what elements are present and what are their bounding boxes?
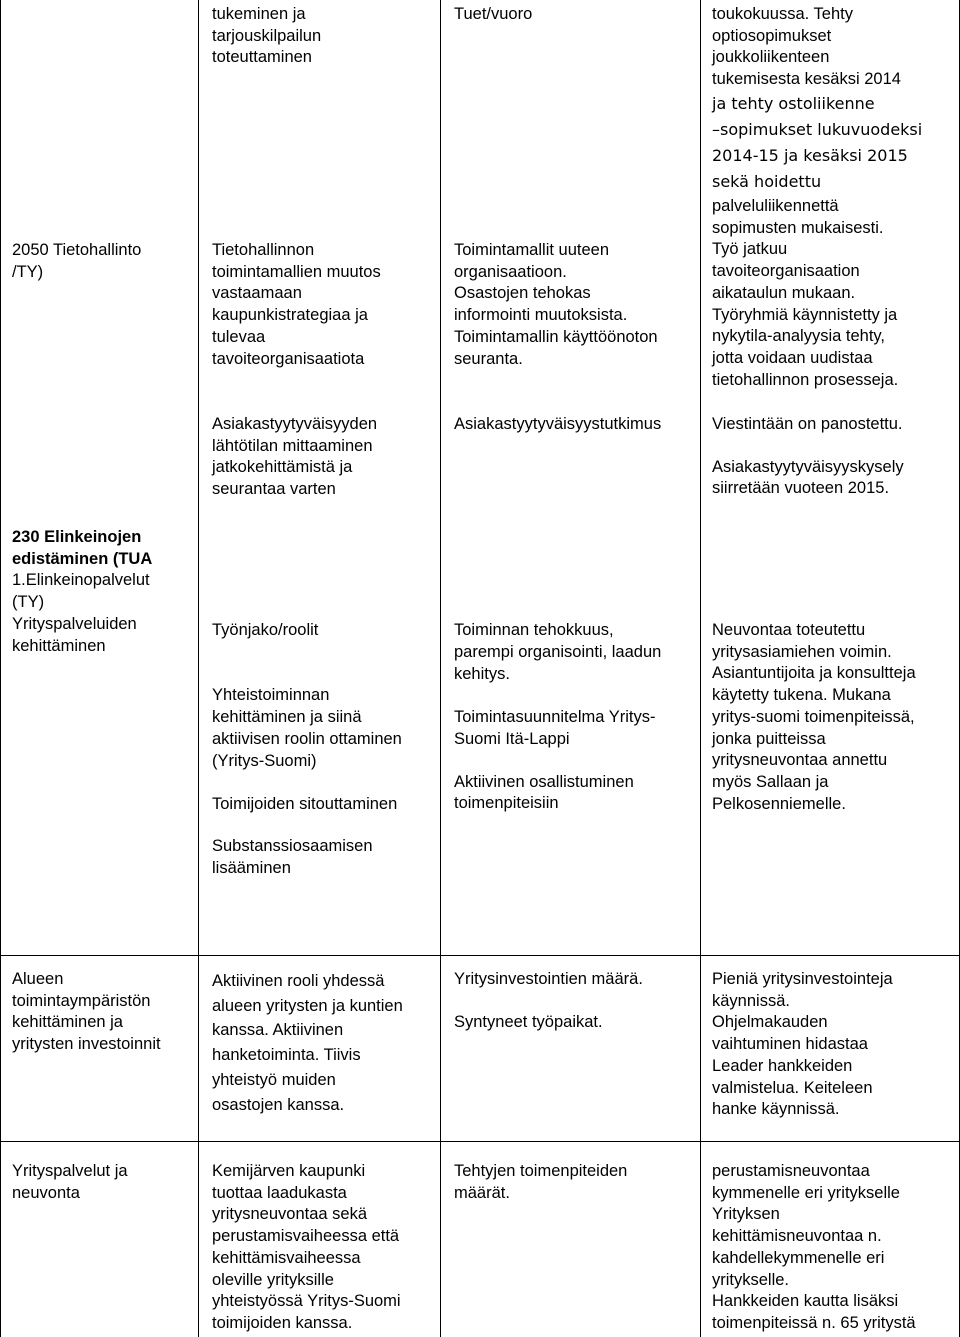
table-col-divider-2 [440, 0, 441, 1337]
r1-col3-main: Toimintamallit uuteen organisaatioon. Osastojen tehokas informointi muutoksista. Toimintamallin käyttöönoton seuranta. [454, 241, 658, 368]
r5-col1: Yrityspalvelut ja neuvonta [12, 1162, 128, 1202]
r4-col2: Aktiivinen rooli yhdessä alueen yritysten ja kuntien kanssa. Aktiivinen hanketoiminta. Tiivis yhteistyö muiden osastojen kanssa. [212, 972, 403, 1114]
r5-col4: perustamisneuvontaa kymmenelle eri yritykselle Yrityksen kehittämisneuvontaa n. kahdellekymmenelle eri yritykselle. Hankkeiden kautta lisäksi toimenpiteissä n. 65 yritystä [712, 1162, 916, 1332]
r2-col4: Viestintään on panostettu. Asiakastyytyväisyyskysely siirretään vuoteen 2015. [712, 415, 904, 498]
r4-col1: Alueen toimintaympäristön kehittäminen ja yritysten investoinnit [12, 970, 161, 1054]
r4-col4: Pieniä yritysinvestointeja käynnissä. Ohjelmakauden vaihtuminen hidastaa Leader hankkeiden valmistelua. Keiteleen hanke käynnissä. [712, 970, 893, 1119]
r3-col2: Työnjako/roolit Yhteistoiminnan kehittäminen ja siinä aktiivisen roolin ottaminen (Yritys-Suomi) Toimijoiden sitouttaminen Substanssiosaamisen lisääminen [212, 621, 402, 878]
r1-col3-top: Tuet/vuoro [454, 5, 533, 23]
r1-col2-main: Tietohallinnon toimintamallien muutos vastaamaan kaupunkistrategiaa ja tulevaa tavoiteorganisaatiota [212, 241, 381, 368]
r1-col4-a: toukokuussa. Tehty optiosopimukset joukkoliikenteen tukemisesta kesäksi 2014 [712, 5, 901, 89]
r4-col3: Yritysinvestointien määrä. Syntyneet työpaikat. [454, 970, 643, 1031]
r1-col2-top: tukeminen ja tarjouskilpailun toteuttaminen [212, 5, 322, 67]
table-col-divider-3 [700, 0, 701, 1337]
r1-col4-b: ja tehty ostoliikenne –sopimukset lukuvuodeksi 2014-15 ja kesäksi 2015 sekä hoidettu [712, 94, 923, 191]
r1-col4-c: palveluliikennettä sopimusten mukaisesti. Työ jatkuu tavoiteorganisaation aikataulun mukaan. Työryhmiä käynnistetty ja nykytila-analyysia tehty, jotta voidaan uudistaa tietohallinnon prosesseja. [712, 197, 899, 389]
table-border-left [0, 0, 1, 1337]
r5-col3: Tehtyjen toimenpiteiden määrät. [454, 1162, 628, 1202]
r5-col2: Kemijärven kaupunki tuottaa laadukasta yritysneuvontaa sekä perustamisvaiheessa että kehittämisvaiheessa oleville yrityksille yhteistyössä Yritys-Suomi toimijoiden kanssa. [212, 1162, 401, 1332]
table-col-divider-1 [198, 0, 199, 1337]
table-border-top-r5 [0, 1141, 960, 1142]
r3-col4: Neuvontaa toteutettu yritysasiamiehen voimin. Asiantuntijoita ja konsultteja käytetty tukena. Mukana yritys-suomi toimenpiteissä, jonka puitteissa yritysneuvontaa annettu myös Sallaan ja Pelkosenniemelle. [712, 621, 916, 813]
r3-col3: Toiminnan tehokkuus, parempi organisointi, laadun kehitys. Toimintasuunnitelma Yritys- Suomi Itä-Lappi Aktiivinen osallistuminen toimenpiteisiin [454, 621, 662, 813]
r2-col3: Asiakastyytyväisyystutkimus [454, 415, 662, 433]
r3-col1: 230 Elinkeinojen edistäminen (TUA 1.Elinkeinopalvelut (TY) Yrityspalveluiden kehittäminen [12, 528, 153, 655]
r2-col2: Asiakastyytyväisyyden lähtötilan mittaaminen jatkokehittämistä ja seurantaa varten [212, 415, 378, 499]
r1-col1: 2050 Tietohallinto /TY) [12, 241, 142, 281]
table-border-top-r4 [0, 955, 960, 956]
